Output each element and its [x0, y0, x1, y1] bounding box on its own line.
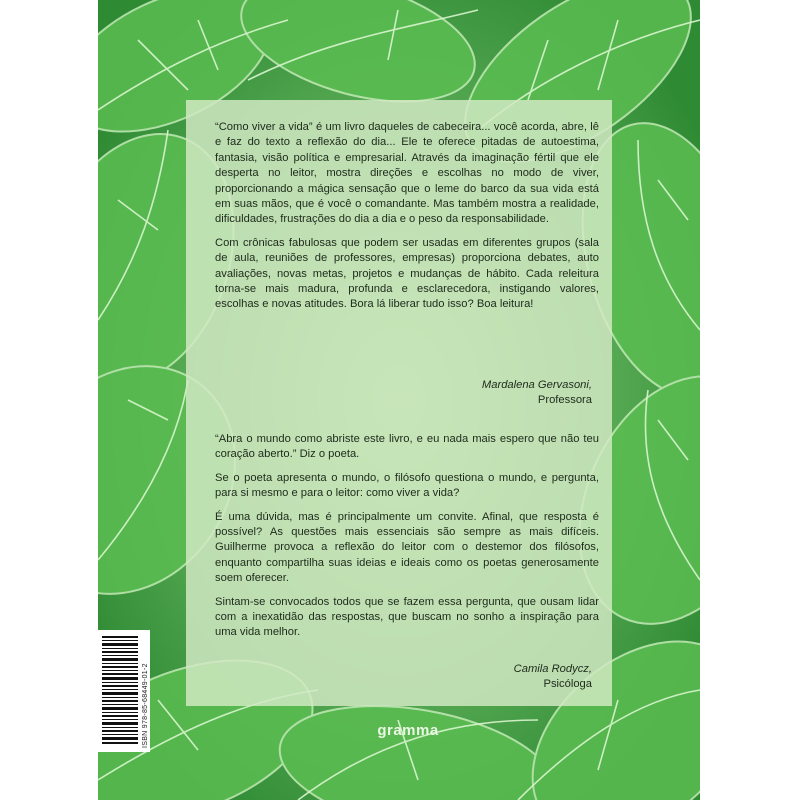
review-2-paragraph-2: Se o poeta apresenta o mundo, o filósofo questiona o mundo, e pergunta, para si mesmo e para o leitor: como viver a vida? [215, 471, 599, 500]
review-1-paragraph-2: Com crônicas fabulosas que podem ser usadas em diferentes grupos (sala de aula, reuniões de professores, empresas) proporciona debates, auto avaliações, novas metas, projetos e mudanças de hábito. Cada releitura torna-se mais madura, profunda e esclarecedora, instigando valores, escolhas e novas atitudes. Bora lá liberar tudo isso? Boa leitura! [215, 236, 599, 311]
review-2-paragraph-1: “Abra o mundo como abriste este livro, e eu nada mais espero que não teu coração aberto.” Diz o poeta. [215, 433, 599, 461]
review-2 [215, 432, 599, 641]
review-1-paragraph-1: “Como viver a vida” é um livro daqueles de cabeceira... você acorda, abre, lê e faz do texto a reflexão do dia... Ele te oferece pitadas de autoestima, fantasia, visão política e empresarial. Através da imaginação fértil que ele desperta no leitor, mostra direções e escolhas no modo de viver, proporcionando a mágica sensação que o leme do barco da sua vida está em suas mãos, que é você o comandante. Mas também mostra a realidade, dificuldades, frustrações do dia a dia e o peso da responsabilidade. [215, 121, 599, 226]
isbn-number: ISBN 978-85-68449-01-2 [142, 663, 149, 748]
barcode [98, 630, 150, 752]
barcode-bars [98, 630, 140, 752]
review-2-author: Camila Rodycz, [513, 663, 592, 675]
back-cover [98, 0, 700, 800]
review-1 [215, 120, 599, 313]
review-2-signature [292, 662, 592, 693]
review-1-role: Professora [537, 394, 592, 407]
review-1-signature [292, 378, 592, 409]
review-2-paragraph-4: Sintam-se convocados todos que se fazem essa pergunta, que ousam lidar com a inexatidão das respostas, que buscam no sonho a inspiração para uma vida melhor. [215, 595, 599, 639]
publisher-logo: gramma [377, 722, 439, 739]
review-2-role: Psicóloga [543, 678, 592, 691]
review-2-paragraph-3: É uma dúvida, mas é principalmente um convite. Afinal, que resposta é possível? As questões mais essenciais são sempre as mais difíceis. Guilherme provoca a reflexão do leitor com o destemor dos filósofos, enquanto compartilha suas ideias e ideais como os poetas generosamente soem oferecer. [215, 510, 599, 585]
review-1-author: Mardalena Gervasoni, [481, 379, 592, 391]
